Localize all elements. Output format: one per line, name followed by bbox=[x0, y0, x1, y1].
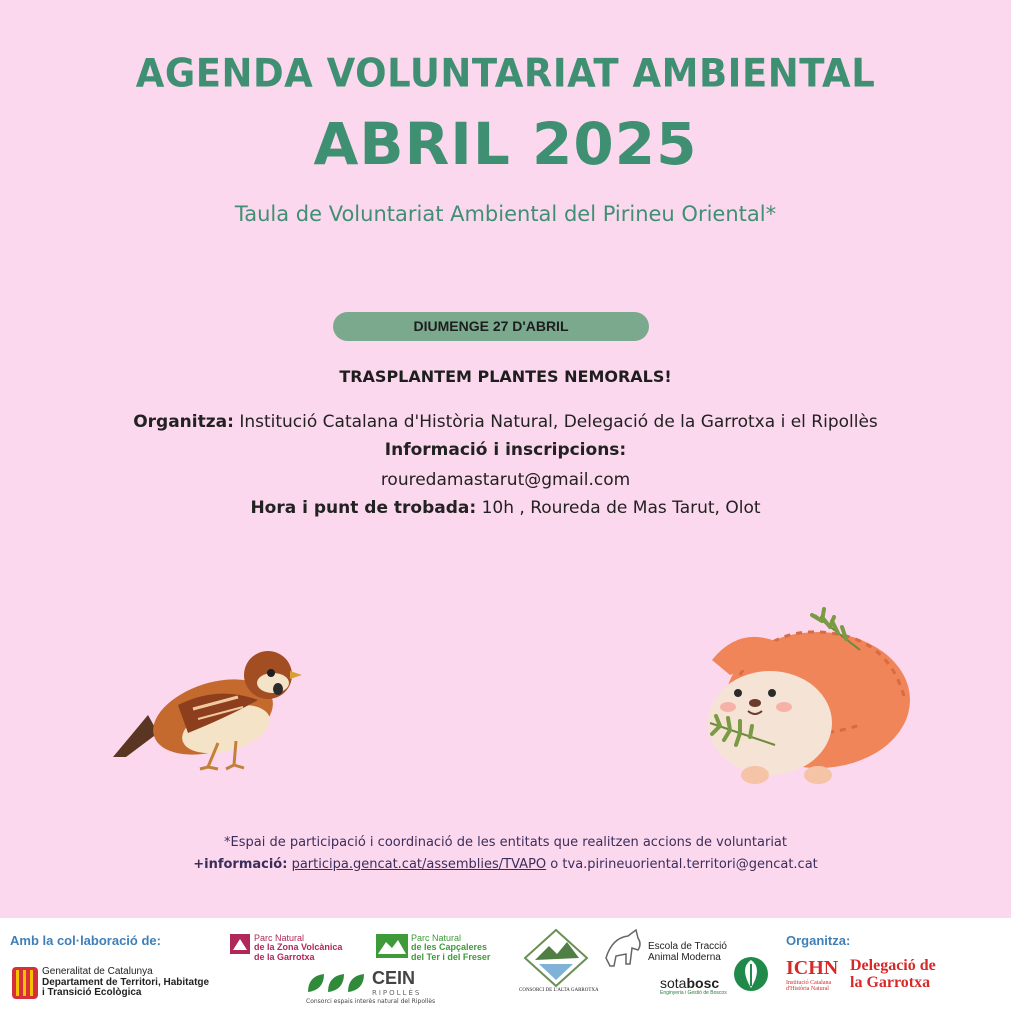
cein-word: CEIN bbox=[372, 968, 416, 988]
sotabosc-a: sota bbox=[660, 975, 687, 991]
cein-leaves-icon bbox=[306, 972, 370, 994]
sotabosc-leaf-icon bbox=[733, 956, 769, 992]
cein-caption: Consorci espais interès natural del Ripollès bbox=[306, 998, 436, 1005]
sparrow-illustration bbox=[108, 645, 303, 775]
pnzv-logo-icon bbox=[230, 934, 250, 954]
email-text[interactable]: rouredamastarut@gmail.com bbox=[380, 470, 631, 490]
organizer-logo-label: Organitza: bbox=[786, 933, 851, 948]
escola-traccio-logo: Escola de Tracció Animal Moderna bbox=[648, 941, 727, 963]
ichn-logo: ICHN bbox=[786, 957, 839, 979]
consorci-label: CONSORCI DE L'ALTA GARROTXA bbox=[519, 988, 599, 993]
footer-note: *Espai de participació i coordinació de les entitats que realitzen accions de voluntariat bbox=[224, 835, 787, 850]
hedgehog-illustration bbox=[700, 605, 915, 790]
pnct-logo-icon bbox=[376, 934, 408, 958]
sotabosc-b: bosc bbox=[686, 975, 720, 991]
more-info-email[interactable]: tva.pirineuoriental.territori@gencat.cat bbox=[562, 857, 818, 872]
event-meeting bbox=[0, 498, 1011, 518]
collab-label: Amb la col·laboració de: bbox=[10, 933, 161, 948]
pnzv-logo: Parc Natural de la Zona Volcànica de la Garrotxa bbox=[254, 933, 343, 962]
subtitle: Taula de Voluntariat Ambiental del Pirineu Oriental* bbox=[234, 202, 777, 226]
event-info-label bbox=[0, 440, 1011, 460]
more-info-label: +informació: bbox=[193, 857, 288, 872]
organizer-value: Institució Catalana d'Història Natural, Delegació de la Garrotxa i el Ripollès bbox=[239, 412, 878, 432]
event-date-badge: DIUMENGE 27 D'ABRIL bbox=[333, 312, 649, 341]
event-organizer bbox=[0, 412, 1011, 432]
title-line2: ABRIL 2025 bbox=[313, 110, 698, 178]
cein-sub: RIPOLLÈS bbox=[372, 989, 422, 997]
info-label: Informació i inscripcions: bbox=[384, 440, 627, 460]
cein-logo bbox=[372, 968, 421, 997]
more-info-or: o bbox=[550, 857, 559, 872]
organizer-label: Organitza: bbox=[133, 412, 234, 432]
sotabosc-logo bbox=[660, 976, 727, 996]
title-line1: AGENDA VOLUNTARIAT AMBIENTAL bbox=[135, 50, 876, 97]
event-title: TRASPLANTEM PLANTES NEMORALS! bbox=[339, 367, 672, 386]
consorci-alta-garrotxa-logo-icon bbox=[523, 928, 589, 988]
generalitat-logo bbox=[42, 967, 209, 999]
meeting-label: Hora i punt de trobada: bbox=[250, 498, 477, 518]
ichn-caption: Institució Catalana d'Història Natural bbox=[786, 980, 832, 992]
gencat-line1: Generalitat de Catalunya bbox=[42, 966, 153, 977]
pnct-logo: Parc Natural de les Capçaleres del Ter i del Freser bbox=[411, 933, 491, 962]
more-info-link[interactable]: participa.gencat.cat/assemblies/TVAPO bbox=[291, 857, 547, 872]
horse-icon bbox=[602, 928, 644, 968]
meeting-value: 10h , Roureda de Mas Tarut, Olot bbox=[481, 498, 761, 518]
event-email[interactable] bbox=[0, 470, 1011, 490]
gencat-line2: Departament de Territori, Habitatge bbox=[42, 976, 210, 988]
delegacio-garrotxa-label: Delegació de la Garrotxa bbox=[850, 957, 936, 991]
generalitat-shield-icon bbox=[12, 967, 38, 999]
footer-more-info bbox=[0, 857, 1011, 872]
gencat-line3: i Transició Ecològica bbox=[42, 987, 142, 998]
sotabosc-caption: Enginyeria i Gestió de Boscos bbox=[660, 989, 727, 996]
